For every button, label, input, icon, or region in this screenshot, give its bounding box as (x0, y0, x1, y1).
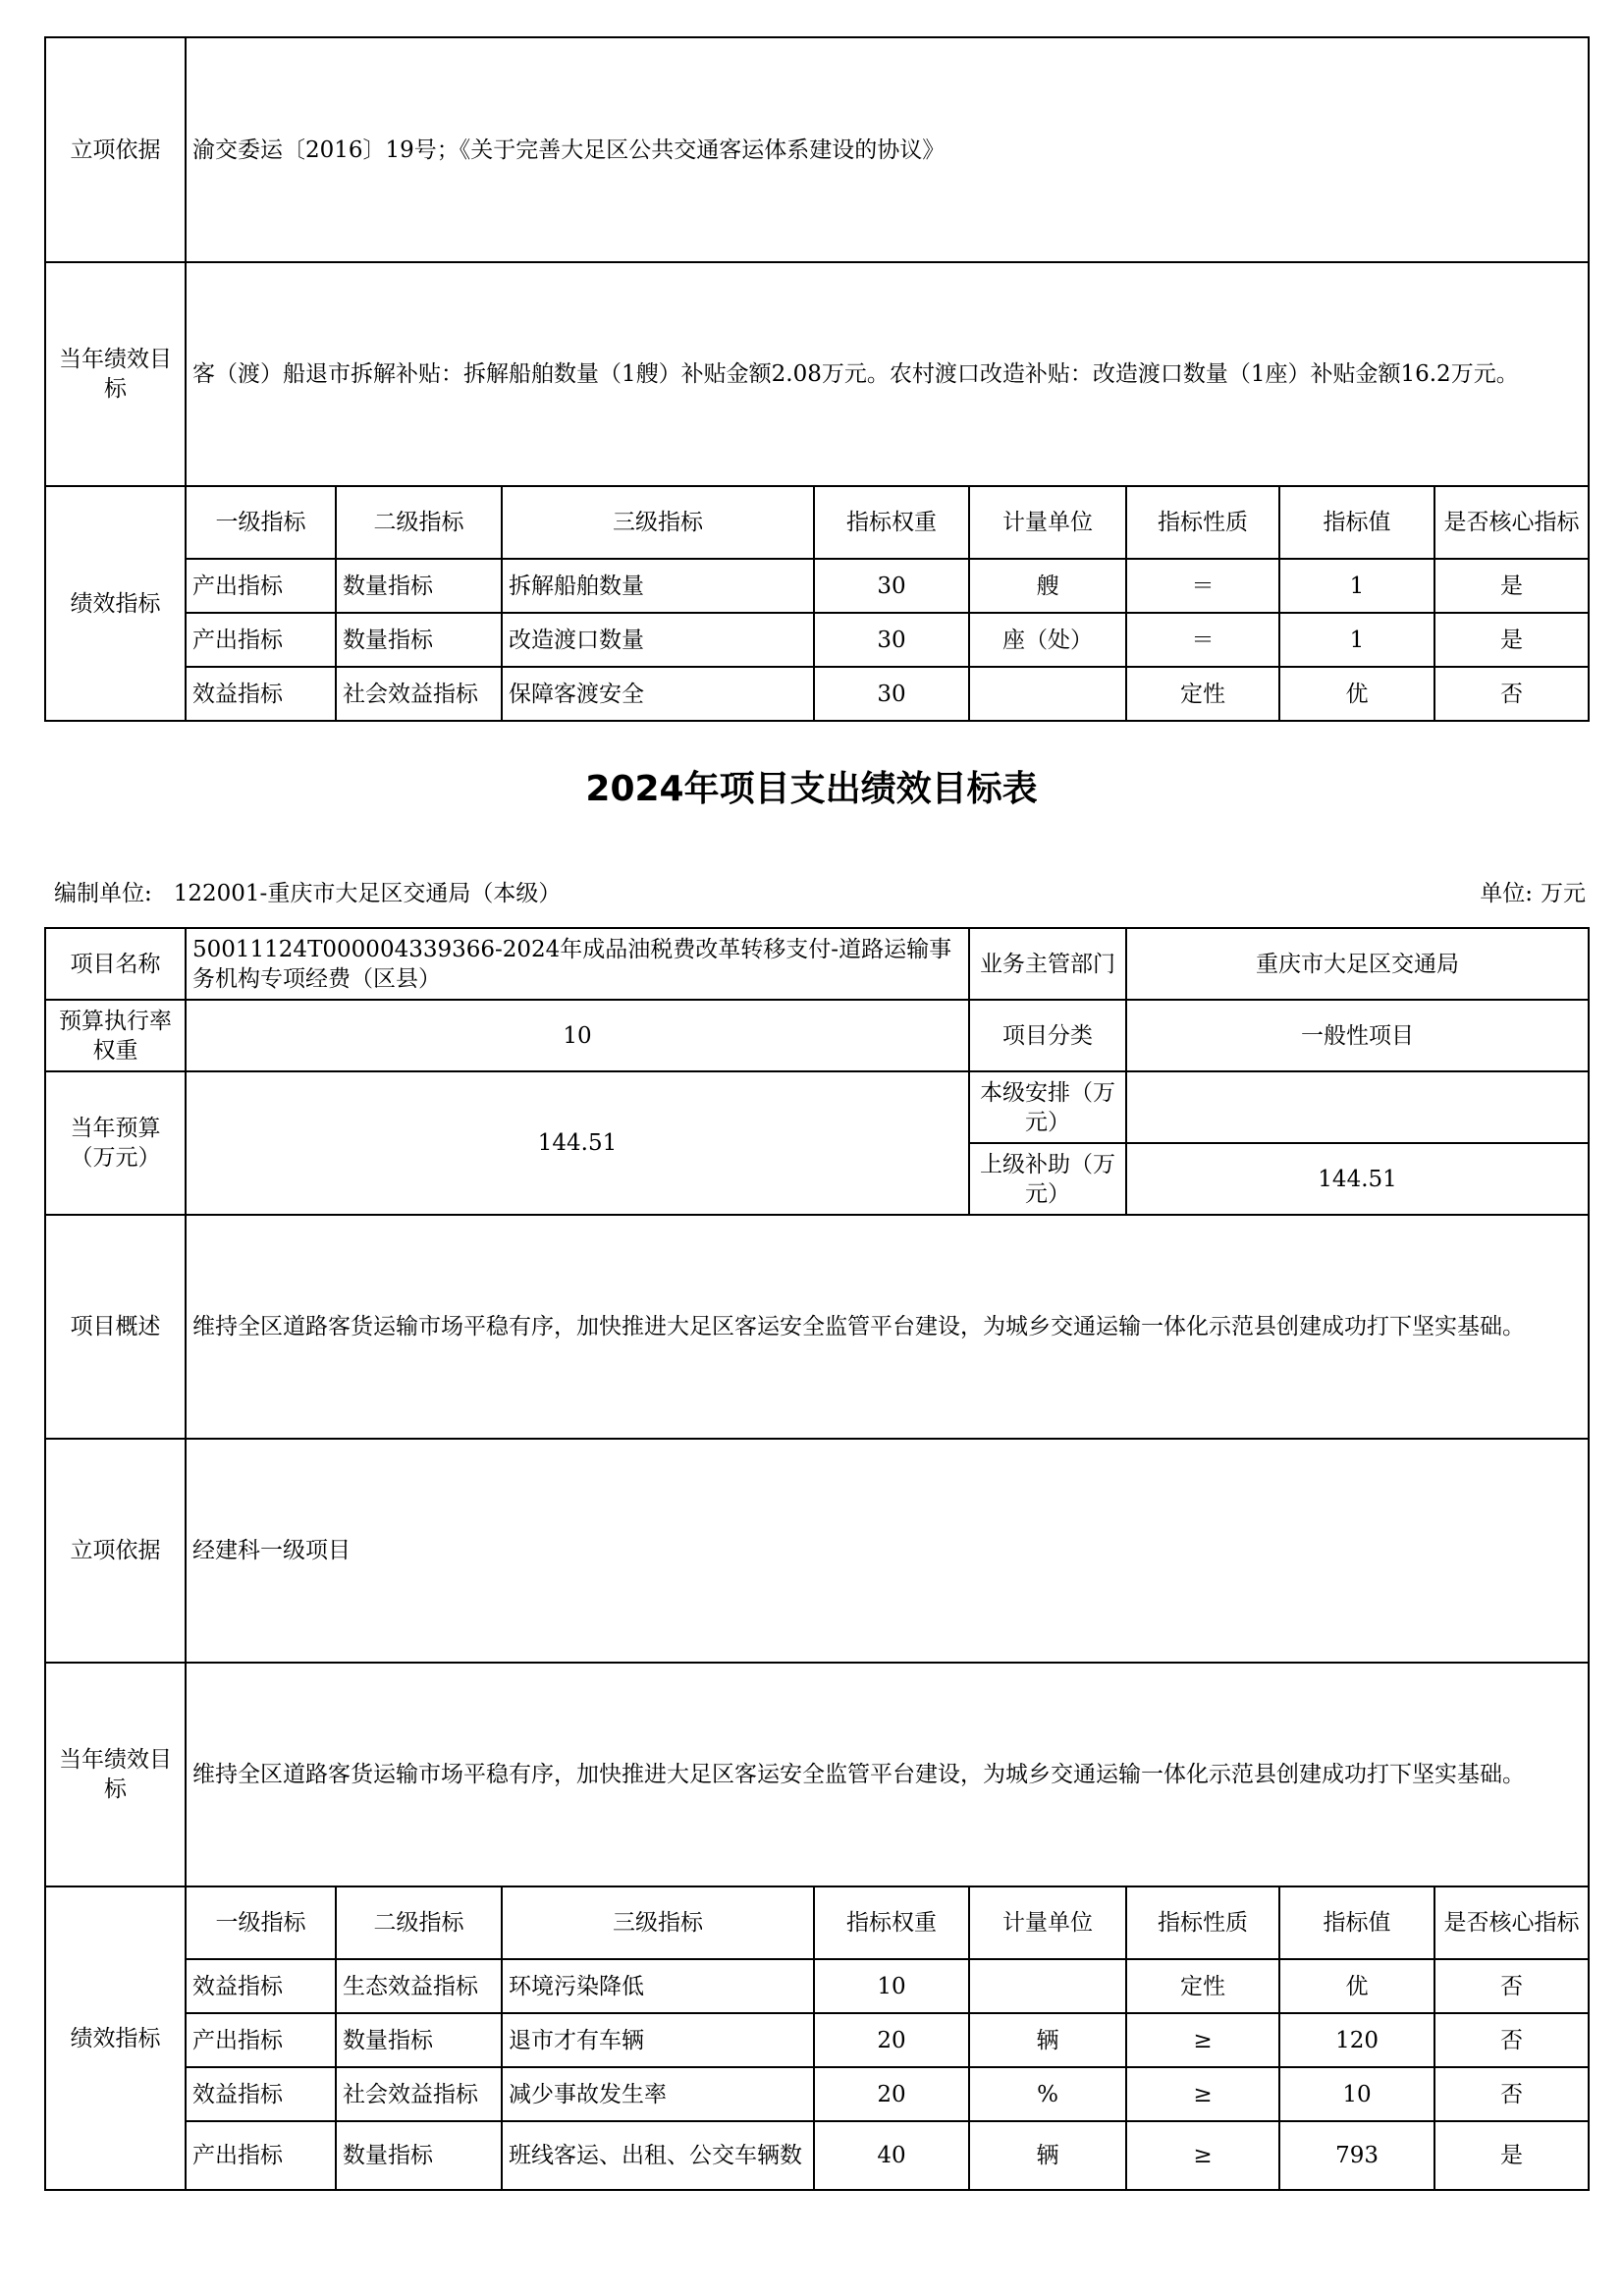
table-cell: 数量指标 (336, 613, 502, 667)
table-cell: 是 (1434, 559, 1589, 613)
table-cell: 数量指标 (336, 2013, 502, 2067)
goal-label: 当年绩效目标 (45, 1663, 186, 1886)
table-row (45, 2013, 1589, 2067)
upper-label: 上级补助（万元） (969, 1143, 1126, 1215)
table-cell: 退市才有车辆 (502, 2013, 814, 2067)
editor-label: 编制单位: (54, 881, 152, 906)
unit-info (1480, 875, 1586, 907)
basis-text: 经建科一级项目 (186, 1439, 1589, 1663)
table-cell: 10 (1279, 2067, 1434, 2121)
table-cell: % (969, 2067, 1126, 2121)
overview-label: 项目概述 (45, 1215, 186, 1439)
table-cell: 20 (814, 2067, 969, 2121)
s2-header-cell: 是否核心指标 (1434, 1886, 1589, 1959)
table-cell: 改造渡口数量 (502, 613, 814, 667)
page-title: 2024年项目支出绩效目标表 (585, 769, 1038, 809)
local-value (1126, 1071, 1589, 1143)
s1-header-cell: 指标值 (1279, 486, 1434, 559)
table-cell: 拆解船舶数量 (502, 559, 814, 613)
unit-value: 万元 (1541, 881, 1586, 906)
s1-goal-text: 客（渡）船退市拆解补贴：拆解船舶数量（1艘）补贴金额2.08万元。农村渡口改造补贴：改造渡口数量（1座）补贴金额16.2万元。 (186, 262, 1589, 486)
s1-indicators-label: 绩效指标 (45, 486, 186, 721)
table-cell: 座（处） (969, 613, 1126, 667)
section2-table (44, 927, 1590, 2191)
table-cell: 是 (1434, 2121, 1589, 2190)
project-name-value: 50011124T000004339366-2024年成品油税费改革转移支付-道路运输事务机构专项经费（区县） (186, 928, 969, 1000)
local-label: 本级安排（万元） (969, 1071, 1126, 1143)
table-cell: 否 (1434, 667, 1589, 721)
s1-basis-row (45, 37, 1589, 262)
table-cell: 793 (1279, 2121, 1434, 2190)
editor-value: 122001-重庆市大足区交通局（本级） (173, 881, 562, 906)
table-cell: 班线客运、出租、公交车辆数 (502, 2121, 814, 2190)
table-cell: 产出指标 (186, 2013, 336, 2067)
table-cell: ≥ (1126, 2013, 1279, 2067)
table-cell: 120 (1279, 2013, 1434, 2067)
basis-label: 立项依据 (45, 1439, 186, 1663)
s1-header-cell: 一级指标 (186, 486, 336, 559)
goal-text: 维持全区道路客货运输市场平稳有序，加快推进大足区客运安全监管平台建设，为城乡交通运输一体化示范县创建成功打下坚实基础。 (186, 1663, 1589, 1886)
table-cell: 40 (814, 2121, 969, 2190)
rate-label: 预算执行率权重 (45, 1000, 186, 1071)
s1-header-row (45, 486, 1589, 559)
s2-header-cell: 计量单位 (969, 1886, 1126, 1959)
table-row (45, 559, 1589, 613)
editor-unit (54, 875, 582, 907)
table-cell: 定性 (1126, 667, 1279, 721)
table-row (45, 667, 1589, 721)
s1-header-cell: 是否核心指标 (1434, 486, 1589, 559)
table-cell: 效益指标 (186, 667, 336, 721)
s2-indicators-label: 绩效指标 (45, 1886, 186, 2190)
table-cell: 环境污染降低 (502, 1959, 814, 2013)
dept-value: 重庆市大足区交通局 (1126, 928, 1589, 1000)
s1-header-cell: 指标权重 (814, 486, 969, 559)
s2-header-cell: 一级指标 (186, 1886, 336, 1959)
table-cell: 产出指标 (186, 559, 336, 613)
table-cell: 20 (814, 2013, 969, 2067)
table-cell: 生态效益指标 (336, 1959, 502, 2013)
table-cell: 数量指标 (336, 559, 502, 613)
section1-table (44, 36, 1590, 722)
project-name-row (45, 928, 1589, 1000)
table-cell: 优 (1279, 1959, 1434, 2013)
overview-row (45, 1215, 1589, 1439)
rate-row (45, 1000, 1589, 1071)
s1-goal-label: 当年绩效目标 (45, 262, 186, 486)
s1-header-cell: 计量单位 (969, 486, 1126, 559)
s1-goal-row (45, 262, 1589, 486)
table-row (45, 2067, 1589, 2121)
goal-row (45, 1663, 1589, 1886)
table-cell: 10 (814, 1959, 969, 2013)
table-cell: 减少事故发生率 (502, 2067, 814, 2121)
table-cell: 产出指标 (186, 613, 336, 667)
table-cell: 30 (814, 667, 969, 721)
table-row (45, 2121, 1589, 2190)
s2-header-cell: 指标性质 (1126, 1886, 1279, 1959)
table-cell: 社会效益指标 (336, 667, 502, 721)
table-cell: 产出指标 (186, 2121, 336, 2190)
table-row (45, 1959, 1589, 2013)
budget-row (45, 1071, 1589, 1143)
table-cell: 否 (1434, 1959, 1589, 2013)
budget-value: 144.51 (186, 1071, 969, 1215)
s2-header-cell: 指标值 (1279, 1886, 1434, 1959)
table-cell: 30 (814, 613, 969, 667)
table-cell: 1 (1279, 613, 1434, 667)
basis-row (45, 1439, 1589, 1663)
category-value: 一般性项目 (1126, 1000, 1589, 1071)
table-cell: 艘 (969, 559, 1126, 613)
category-label: 项目分类 (969, 1000, 1126, 1071)
project-name-label: 项目名称 (45, 928, 186, 1000)
budget-label: 当年预算（万元） (45, 1071, 186, 1215)
table-row (45, 613, 1589, 667)
unit-label: 单位: (1480, 881, 1533, 906)
table-cell: 否 (1434, 2067, 1589, 2121)
table-cell: ≥ (1126, 2067, 1279, 2121)
rate-value: 10 (186, 1000, 969, 1071)
table-cell: 社会效益指标 (336, 2067, 502, 2121)
table-cell: ＝ (1126, 559, 1279, 613)
table-cell: 辆 (969, 2013, 1126, 2067)
table-cell: 否 (1434, 2013, 1589, 2067)
s1-basis-text: 渝交委运〔2016〕19号；《关于完善大足区公共交通客运体系建设的协议》 (186, 37, 1589, 262)
table-cell: 效益指标 (186, 2067, 336, 2121)
s1-header-cell: 指标性质 (1126, 486, 1279, 559)
table-cell: 定性 (1126, 1959, 1279, 2013)
table-cell: 是 (1434, 613, 1589, 667)
table-cell: 效益指标 (186, 1959, 336, 2013)
overview-text: 维持全区道路客货运输市场平稳有序，加快推进大足区客运安全监管平台建设，为城乡交通运输一体化示范县创建成功打下坚实基础。 (186, 1215, 1589, 1439)
table-cell: 30 (814, 559, 969, 613)
s1-header-cell: 二级指标 (336, 486, 502, 559)
s2-header-cell: 指标权重 (814, 1886, 969, 1959)
upper-value: 144.51 (1126, 1143, 1589, 1215)
table-cell: 数量指标 (336, 2121, 502, 2190)
table-cell: 辆 (969, 2121, 1126, 2190)
dept-label: 业务主管部门 (969, 928, 1126, 1000)
s2-header-row (45, 1886, 1589, 1959)
table-cell: ＝ (1126, 613, 1279, 667)
table-cell: 优 (1279, 667, 1434, 721)
s1-basis-label: 立项依据 (45, 37, 186, 262)
s2-header-cell: 二级指标 (336, 1886, 502, 1959)
table-cell: 1 (1279, 559, 1434, 613)
s2-header-cell: 三级指标 (502, 1886, 814, 1959)
table-cell: 保障客渡安全 (502, 667, 814, 721)
table-cell: ≥ (1126, 2121, 1279, 2190)
table-cell (969, 1959, 1126, 2013)
s1-header-cell: 三级指标 (502, 486, 814, 559)
table-cell (969, 667, 1126, 721)
